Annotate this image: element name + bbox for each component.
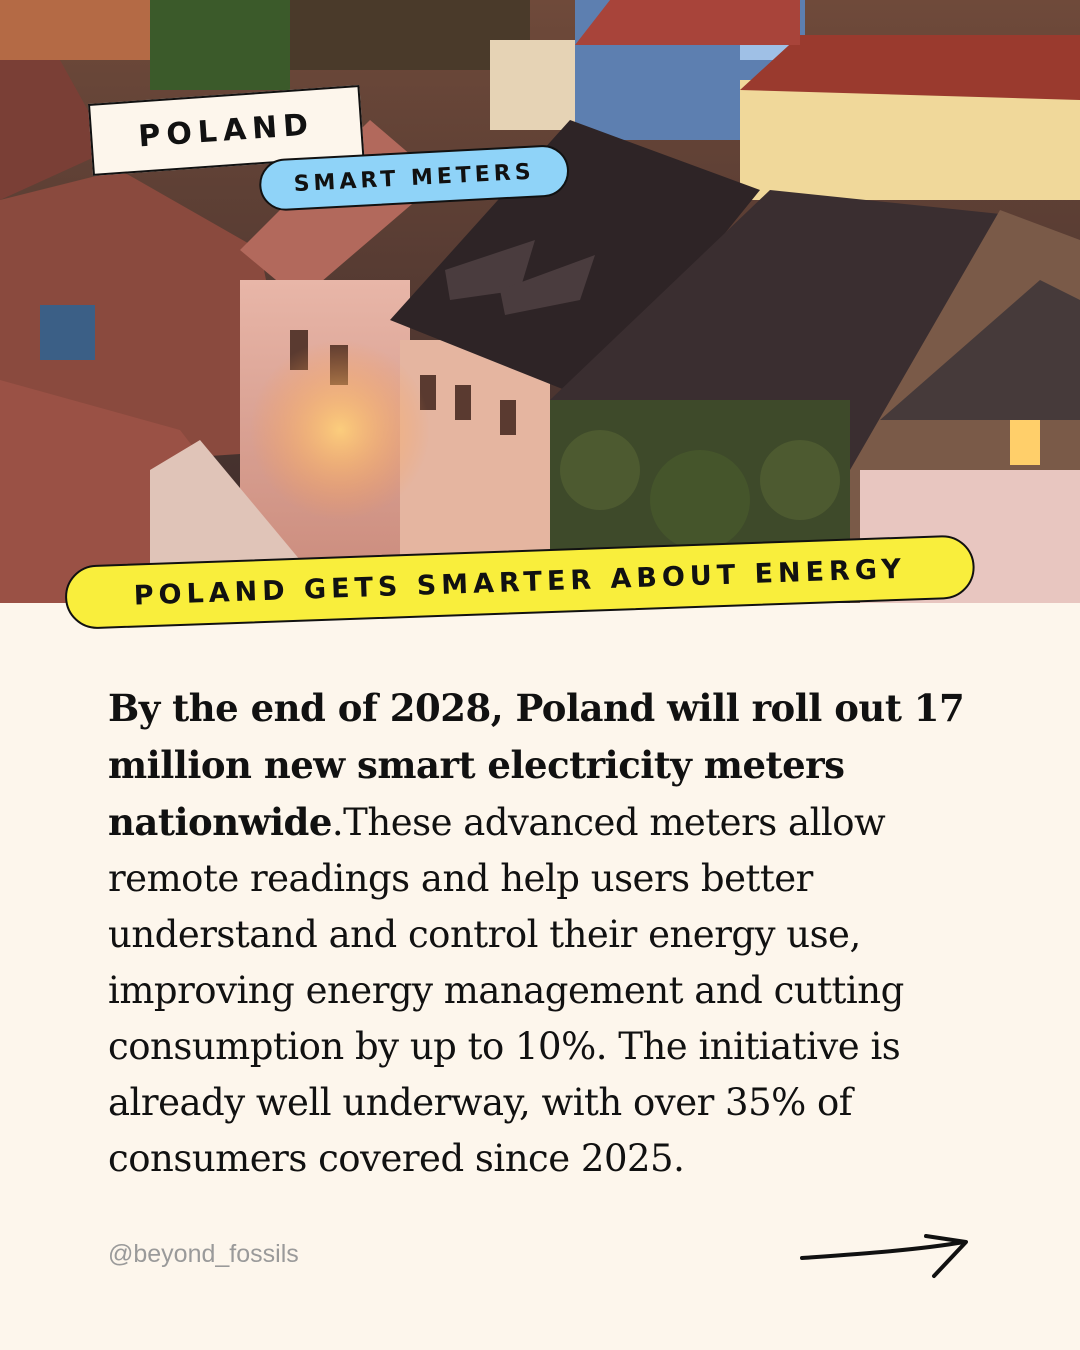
topic-tag: SMART METERS: [258, 144, 570, 212]
account-handle: @beyond_fossils: [108, 1240, 299, 1268]
hero-photo: [0, 0, 1080, 603]
headline-banner: POLAND GETS SMARTER ABOUT ENERGY: [64, 534, 976, 630]
arrow-right-icon[interactable]: [798, 1232, 974, 1282]
article-body: [108, 680, 968, 1187]
country-tag: POLAND: [88, 85, 364, 176]
article-lead: By the end of 2028, Poland will roll out 17 million new smart electricity meters nationwide: [108, 686, 965, 844]
article-text: .These advanced meters allow remote readings and help users better understand and control their energy use, improving energy management and cutting consumption by up to 10%. The initiative is already well underway, with over 35% of consumers covered since 2025.: [108, 801, 904, 1180]
